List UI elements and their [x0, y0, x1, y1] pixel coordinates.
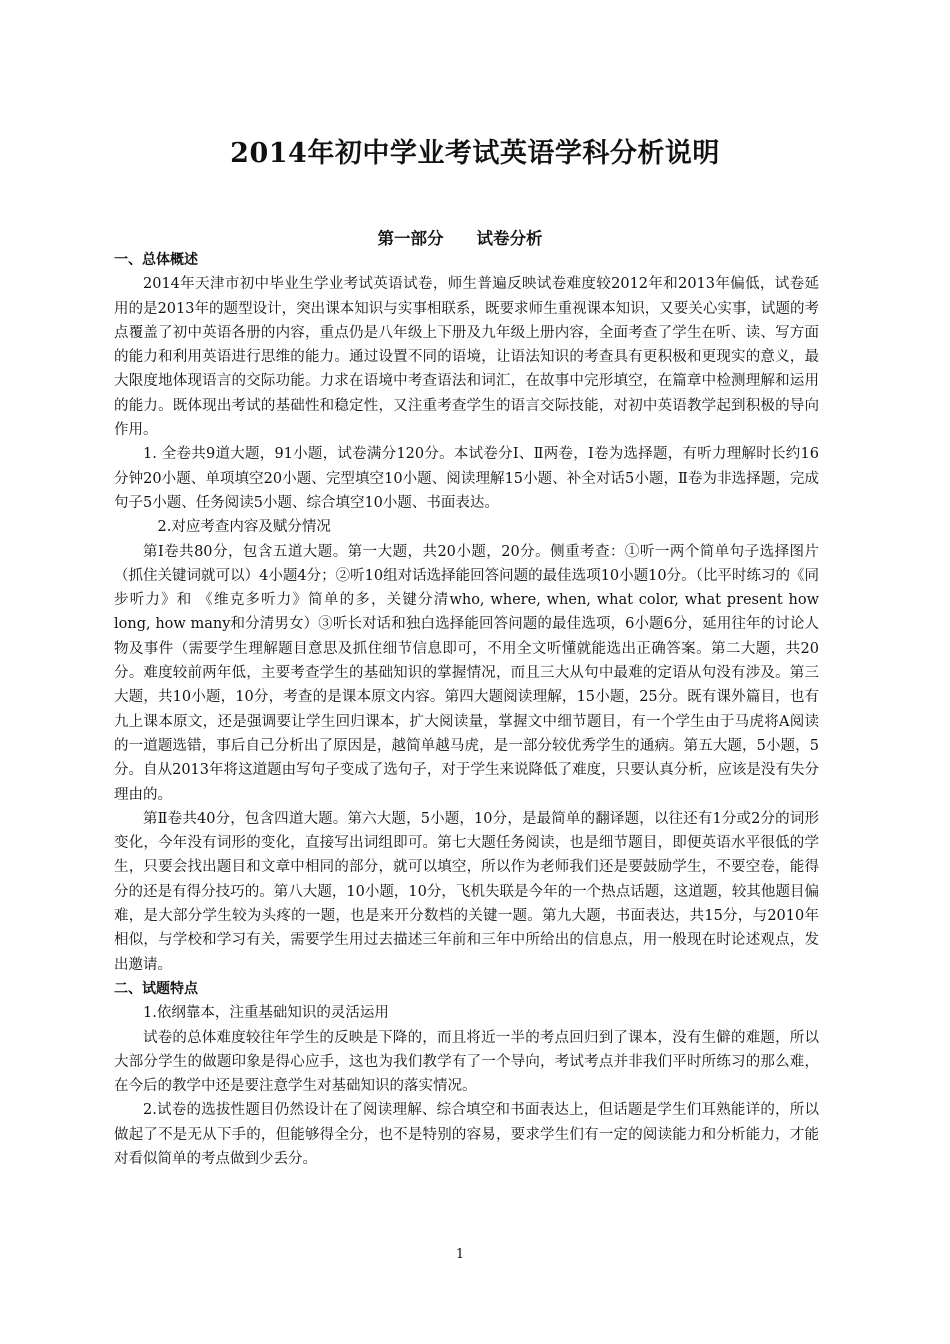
paragraph: 第Ⅱ卷共40分，包含四道大题。第六大题，5小题，10分，是最简单的翻译题，以往还有1分或2分的词形变化，今年没有词形的变化，直接写出词组即可。第七大题任务阅读，也是细节题目，即便英语水平很低的学生，只要会找出题目和文章中相同的部分，就可以填空，所以作为老师我们还是要鼓励学生，不要空卷，能得分的还是有得分技巧的。第八大题，10小题，10分，飞机失联是今年的一个热点话题，这道题，较其他题目偏难，是大部分学生较为头疼的一题，也是来开分数档的关键一题。第九大题，书面表达，共15分，与2010年相似，与学校和学习有关，需要学生用过去描述三年前和三年中所给出的信息点，用一般现在时论述观点，发出邀请。 — [114, 810, 819, 973]
paragraph: 试卷的总体难度较往年学生的反映是下降的，而且将近一半的考点回归到了课本，没有生僻的难题，所以大部分学生的做题印象是得心应手，这也为我们教学有了一个导向，考试考点并非我们平时所练习的那么难，在今后的教学中还是要注意学生对基础知识的落实情况。 — [114, 1029, 819, 1095]
section-heading-overview: 一、总体概述 — [114, 252, 198, 268]
paragraph: 2.试卷的选拔性题目仍然设计在了阅读理解、综合填空和书面表达上，但话题是学生们耳熟能详的，所以做起了不是无从下手的，但能够得全分，也不是特别的容易，要求学生们有一定的阅读能力和分析能力，才能对看似简单的考点做到少丢分。 — [114, 1102, 819, 1167]
paragraph: 2.对应考查内容及赋分情况 — [157, 519, 331, 536]
subheading: 1.依纲靠本，注重基础知识的灵活运用 — [143, 1005, 389, 1022]
paragraph: 第Ⅰ卷共80分，包含五道大题。第一大题，共20小题，20分。侧重考查：①听一两个简单句子选择图片（抓住关键词就可以）4小题4分；②听10组对话选择能回答问题的最佳选项10小题10分。（比平时练习的《同步听力》和 《维克多听力》简单的多，关键分清who, where, when, what color, what present how long, how many和分清男女）③听长对话和独白选择能回答问题的最佳选项，6小题6分，延用往年的讨论人物及事件（需要学生理解题目意思及抓住细节信息即可，不用全文听懂就能选出正确答案。第二大题，共20分。难度较前两年低，主要考查学生的基础知识的掌握情况，而且三大从句中最难的定语从句没有涉及。第三大题，共10小题，10分，考查的是课本原文内容。第四大题阅读理解，15小题，25分。既有课外篇目，也有九上课本原文，还是强调要让学生回归课本，扩大阅读量，掌握文中细节题目，有一个学生由于马虎将A阅读的一道题选错，事后自己分析出了原因是，越简单越马虎，是一部分较优秀学生的通病。第五大题，5小题，5分。自从2013年将这道题由写句子变成了选句子，对于学生来说降低了难度，只要认真分析，应该是没有失分理由的。 — [114, 543, 819, 803]
paragraph: 2014年天津市初中毕业生学业考试英语试卷，师生普遍反映试卷难度较2012年和2013年偏低，试卷延用的是2013年的题型设计，突出课本知识与实事相联系，既要求师生重视课本知识，又要关心实事，试题的考点覆盖了初中英语各册的内容，重点仍是八年级上下册及九年级上册内容，全面考查了学生在听、读、写方面的能力和利用英语进行思维的能力。通过设置不同的语境，让语法知识的考查具有更积极和更现实的意义，最大限度地体现语言的交际功能。力求在语境中考查语法和词汇，在故事中完形填空，在篇章中检测理解和运用的能力。既体现出考试的基础性和稳定性，又注重考查学生的语言交际技能，对初中英语教学起到积极的导向作用。 — [114, 276, 819, 439]
section-heading-features: 二、试题特点 — [114, 980, 198, 997]
document-title: 2014年初中学业考试英语学科分析说明 — [230, 138, 720, 169]
document-body — [114, 248, 819, 1171]
paragraph: 1. 全卷共9道大题，91小题，试卷满分120分。本试卷分Ⅰ、Ⅱ两卷，I卷为选择题，有听力理解时长约16分钟20小题、单项填空20小题、完型填空10小题、阅读理解15小题、补全对话5小题，Ⅱ卷为非选择题，完成句子5小题、任务阅读5小题、综合填空10小题、书面表达。 — [114, 446, 819, 511]
part-heading: 第一部分 试卷分析 — [377, 229, 543, 248]
page-number: 1 — [455, 1247, 465, 1262]
